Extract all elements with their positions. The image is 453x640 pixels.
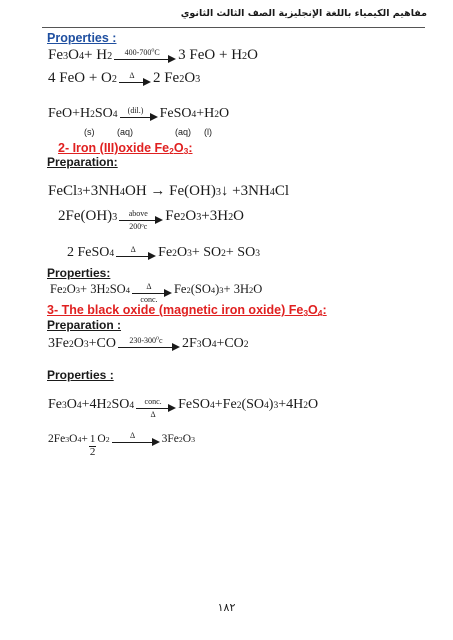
state-label-aqueous: (aq) <box>117 127 134 137</box>
equation-feo-o2: 4 FeO + O 2 Δ 2 Fe 2 O 3 <box>48 70 201 86</box>
properties-heading-2: Properties: <box>47 266 111 280</box>
equation-feoh3-heat: 2Fe(OH) 3 above 200$^o$c Fe 2 O 3 +3H 2 O <box>58 208 245 231</box>
state-label-liquid: (l) <box>204 127 212 137</box>
equation-fe3o4-o2: 2Fe 3 O 4 + $\frac{1}{2}$ O 2 Δ 3Fe 2 O 3 <box>48 431 195 458</box>
section-title-iron-iii-oxide: 2- Iron (III)oxide $Fe_2O_3$: <box>58 141 193 157</box>
preparation-heading: Preparation: <box>47 155 118 169</box>
equation-feso4-heat: 2 FeSO 4 Δ Fe 2 O 3 + SO 2 + SO 3 <box>67 245 260 260</box>
header-rule <box>42 27 425 28</box>
equation-fe3o4-h2: Fe 3 O 4 + H 2 400-700$^o$C 3 FeO + H 2 O <box>48 47 258 63</box>
equation-fecl3-nh4oh: FeCl 3 +3NH 4 OH → Fe(OH) 3 ↓ +3NH 4 Cl <box>48 183 290 199</box>
preparation-heading-3: Preparation : <box>47 318 122 332</box>
equation-feo-h2so4: FeO+H 2 SO 4 (dil.) FeSO 4 +H 2 O <box>48 106 230 121</box>
state-label-aqueous: (aq) <box>175 127 192 137</box>
equation-fe3o4-h2so4: Fe 3 O 4 +4H 2 SO 4 conc. Δ FeSO 4 +Fe 2 (SO 4 ) 3 +4H 2 O <box>48 397 319 419</box>
page-header: مفاهيم الكيمياء باللغة الإنجليزية الصف الثالث الثانوي <box>180 8 427 19</box>
section-title-black-oxide: 3- The black oxide (magnetic iron oxide) $Fe_3O_4$: <box>47 303 327 319</box>
page-number: ١٨٢ <box>217 601 236 614</box>
properties-heading: Properties : <box>47 31 117 45</box>
equation-fe2o3-h2so4: Fe 2 O 3 + 3H 2 SO 4 Δ conc. Fe 2 (SO 4 ) 3 + 3H 2 O <box>50 282 263 304</box>
fraction-one-half: $\frac{1}{2}$ <box>89 433 96 458</box>
equation-fe2o3-co: 3Fe 2 O 3 +CO 230-300$^o$c 2F 3 O 4 +CO 2 <box>48 335 249 351</box>
properties-heading-3: Properties : <box>47 368 114 382</box>
state-label-solid: (s) <box>84 127 95 137</box>
